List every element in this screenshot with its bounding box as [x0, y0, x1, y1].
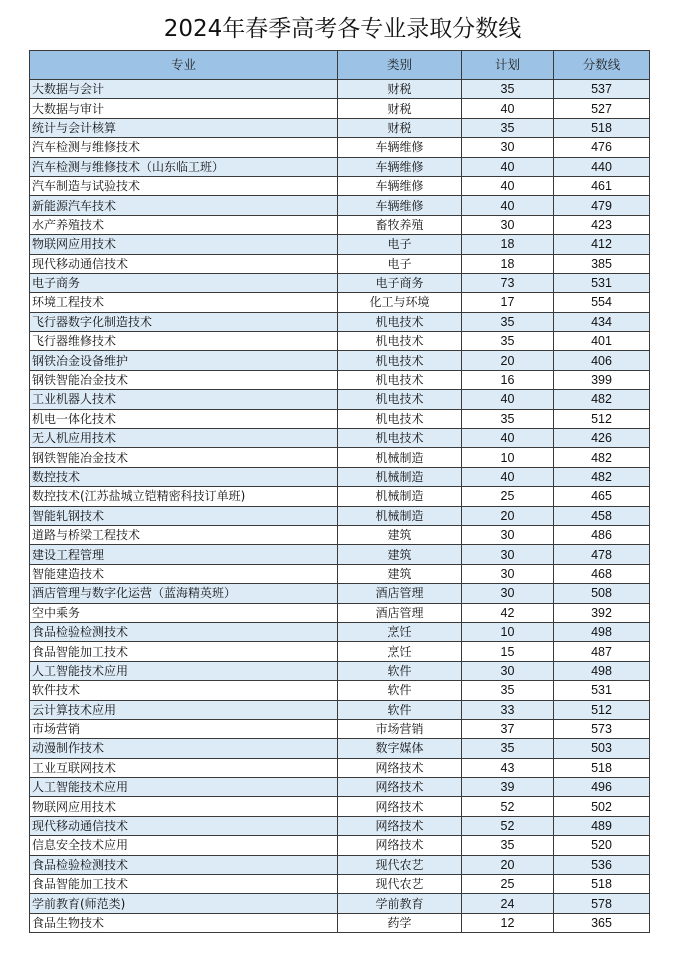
cell-score: 512: [554, 409, 650, 428]
cell-plan: 35: [462, 312, 554, 331]
cell-score: 502: [554, 797, 650, 816]
table-row: [30, 312, 650, 331]
cell-category: 机电技术: [338, 390, 462, 409]
cell-score: 440: [554, 157, 650, 176]
cell-category: 软件: [338, 681, 462, 700]
table-row: [30, 642, 650, 661]
cell-score: 458: [554, 506, 650, 525]
table-row: [30, 661, 650, 680]
cell-category: 药学: [338, 913, 462, 932]
cell-plan: 35: [462, 409, 554, 428]
cell-plan: 10: [462, 622, 554, 641]
cell-score: 465: [554, 487, 650, 506]
cell-category: 现代农艺: [338, 855, 462, 874]
cell-category: 电子: [338, 235, 462, 254]
cell-plan: 73: [462, 273, 554, 292]
cell-major: 飞行器数字化制造技术: [30, 312, 338, 331]
table-row: [30, 894, 650, 913]
cell-major: 大数据与会计: [30, 80, 338, 99]
cell-plan: 35: [462, 836, 554, 855]
cell-plan: 30: [462, 584, 554, 603]
cell-major: 汽车检测与维修技术（山东临工班）: [30, 157, 338, 176]
cell-score: 503: [554, 739, 650, 758]
cell-score: 365: [554, 913, 650, 932]
table-row: [30, 719, 650, 738]
cell-plan: 16: [462, 370, 554, 389]
cell-score: 487: [554, 642, 650, 661]
cell-score: 527: [554, 99, 650, 118]
cell-category: 机电技术: [338, 429, 462, 448]
cell-category: 车辆维修: [338, 138, 462, 157]
cell-category: 车辆维修: [338, 176, 462, 195]
cell-major: 道路与桥梁工程技术: [30, 525, 338, 544]
cell-category: 机电技术: [338, 370, 462, 389]
cell-score: 476: [554, 138, 650, 157]
cell-plan: 18: [462, 254, 554, 273]
cell-major: 飞行器维修技术: [30, 332, 338, 351]
cell-score: 518: [554, 118, 650, 137]
cell-major: 汽车检测与维修技术: [30, 138, 338, 157]
cell-major: 智能轧钢技术: [30, 506, 338, 525]
cell-category: 机电技术: [338, 332, 462, 351]
cell-category: 车辆维修: [338, 196, 462, 215]
cell-plan: 40: [462, 99, 554, 118]
cell-category: 财税: [338, 99, 462, 118]
cell-major: 市场营销: [30, 719, 338, 738]
cell-score: 426: [554, 429, 650, 448]
header-category: 类别: [338, 51, 462, 80]
table-header-row: [30, 51, 650, 80]
cell-category: 机电技术: [338, 351, 462, 370]
cell-plan: 33: [462, 700, 554, 719]
table-row: [30, 80, 650, 99]
cell-category: 财税: [338, 118, 462, 137]
cell-plan: 25: [462, 487, 554, 506]
cell-category: 现代农艺: [338, 875, 462, 894]
cell-category: 网络技术: [338, 758, 462, 777]
table-row: [30, 293, 650, 312]
cell-plan: 15: [462, 642, 554, 661]
table-row: [30, 855, 650, 874]
cell-score: 536: [554, 855, 650, 874]
cell-category: 机电技术: [338, 312, 462, 331]
cell-category: 机械制造: [338, 506, 462, 525]
cell-score: 482: [554, 390, 650, 409]
cell-plan: 10: [462, 448, 554, 467]
page-title: 2024年春季高考各专业录取分数线: [163, 16, 522, 42]
cell-plan: 20: [462, 506, 554, 525]
cell-score: 482: [554, 467, 650, 486]
cell-major: 数控技术(江苏盐城立铠精密科技订单班): [30, 487, 338, 506]
cell-category: 学前教育: [338, 894, 462, 913]
cell-plan: 25: [462, 875, 554, 894]
cell-plan: 30: [462, 545, 554, 564]
cell-score: 399: [554, 370, 650, 389]
cell-plan: 18: [462, 235, 554, 254]
cell-plan: 30: [462, 215, 554, 234]
cell-category: 机械制造: [338, 448, 462, 467]
cell-category: 数字媒体: [338, 739, 462, 758]
cell-category: 软件: [338, 661, 462, 680]
cell-plan: 52: [462, 797, 554, 816]
table-row: [30, 797, 650, 816]
cell-score: 392: [554, 603, 650, 622]
cell-score: 406: [554, 351, 650, 370]
table-row: [30, 913, 650, 932]
table-row: [30, 545, 650, 564]
cell-major: 酒店管理与数字化运营（蓝海精英班）: [30, 584, 338, 603]
cell-score: 434: [554, 312, 650, 331]
cell-score: 498: [554, 622, 650, 641]
table-row: [30, 836, 650, 855]
cell-score: 461: [554, 176, 650, 195]
cell-plan: 40: [462, 429, 554, 448]
table-row: [30, 273, 650, 292]
cell-score: 498: [554, 661, 650, 680]
cell-category: 网络技术: [338, 797, 462, 816]
table-row: [30, 564, 650, 583]
cell-major: 新能源汽车技术: [30, 196, 338, 215]
cell-major: 食品检验检测技术: [30, 855, 338, 874]
table-row: [30, 525, 650, 544]
cell-category: 烹饪: [338, 622, 462, 641]
cell-category: 网络技术: [338, 816, 462, 835]
cell-major: 物联网应用技术: [30, 797, 338, 816]
cell-plan: 20: [462, 855, 554, 874]
cell-category: 软件: [338, 700, 462, 719]
cell-plan: 42: [462, 603, 554, 622]
table-row: [30, 429, 650, 448]
cell-score: 479: [554, 196, 650, 215]
cell-major: 电子商务: [30, 273, 338, 292]
cell-category: 化工与环境: [338, 293, 462, 312]
cell-plan: 40: [462, 390, 554, 409]
cell-score: 573: [554, 719, 650, 738]
table-row: [30, 758, 650, 777]
cell-major: 人工智能技术应用: [30, 778, 338, 797]
cell-score: 482: [554, 448, 650, 467]
admission-scores-table: [29, 50, 650, 933]
cell-score: 537: [554, 80, 650, 99]
table-row: [30, 332, 650, 351]
cell-category: 市场营销: [338, 719, 462, 738]
cell-score: 518: [554, 875, 650, 894]
cell-major: 动漫制作技术: [30, 739, 338, 758]
cell-major: 汽车制造与试验技术: [30, 176, 338, 195]
cell-plan: 40: [462, 176, 554, 195]
cell-major: 现代移动通信技术: [30, 816, 338, 835]
table-row: [30, 390, 650, 409]
cell-score: 496: [554, 778, 650, 797]
table-row: [30, 254, 650, 273]
cell-category: 烹饪: [338, 642, 462, 661]
cell-plan: 40: [462, 467, 554, 486]
cell-category: 电子商务: [338, 273, 462, 292]
cell-score: 468: [554, 564, 650, 583]
cell-category: 机械制造: [338, 487, 462, 506]
cell-major: 人工智能技术应用: [30, 661, 338, 680]
table-row: [30, 487, 650, 506]
cell-category: 机械制造: [338, 467, 462, 486]
cell-category: 车辆维修: [338, 157, 462, 176]
table-row: [30, 99, 650, 118]
cell-score: 478: [554, 545, 650, 564]
cell-plan: 40: [462, 157, 554, 176]
table-body: [30, 80, 650, 933]
cell-major: 空中乘务: [30, 603, 338, 622]
cell-major: 大数据与审计: [30, 99, 338, 118]
cell-major: 水产养殖技术: [30, 215, 338, 234]
cell-score: 486: [554, 525, 650, 544]
table-row: [30, 176, 650, 195]
cell-major: 食品智能加工技术: [30, 875, 338, 894]
table-row: [30, 215, 650, 234]
cell-major: 云计算技术应用: [30, 700, 338, 719]
table-row: [30, 681, 650, 700]
cell-score: 554: [554, 293, 650, 312]
cell-major: 钢铁冶金设备维护: [30, 351, 338, 370]
cell-category: 建筑: [338, 564, 462, 583]
cell-major: 统计与会计核算: [30, 118, 338, 137]
table-row: [30, 739, 650, 758]
cell-major: 环境工程技术: [30, 293, 338, 312]
cell-major: 建设工程管理: [30, 545, 338, 564]
table-row: [30, 584, 650, 603]
cell-major: 工业互联网技术: [30, 758, 338, 777]
cell-major: 智能建造技术: [30, 564, 338, 583]
cell-score: 520: [554, 836, 650, 855]
cell-major: 物联网应用技术: [30, 235, 338, 254]
cell-plan: 30: [462, 525, 554, 544]
cell-major: 食品检验检测技术: [30, 622, 338, 641]
table-row: [30, 370, 650, 389]
cell-category: 机电技术: [338, 409, 462, 428]
cell-plan: 40: [462, 196, 554, 215]
cell-major: 软件技术: [30, 681, 338, 700]
cell-major: 现代移动通信技术: [30, 254, 338, 273]
cell-category: 电子: [338, 254, 462, 273]
table-row: [30, 157, 650, 176]
cell-score: 385: [554, 254, 650, 273]
cell-plan: 30: [462, 661, 554, 680]
table-row: [30, 409, 650, 428]
cell-category: 畜牧养殖: [338, 215, 462, 234]
cell-score: 578: [554, 894, 650, 913]
cell-major: 数控技术: [30, 467, 338, 486]
table-row: [30, 118, 650, 137]
table-row: [30, 196, 650, 215]
header-major: 专业: [30, 51, 338, 80]
header-score: 分数线: [554, 51, 650, 80]
table-row: [30, 448, 650, 467]
cell-plan: 39: [462, 778, 554, 797]
table-row: [30, 778, 650, 797]
cell-plan: 35: [462, 80, 554, 99]
cell-major: 机电一体化技术: [30, 409, 338, 428]
cell-plan: 35: [462, 118, 554, 137]
table-row: [30, 700, 650, 719]
cell-category: 网络技术: [338, 778, 462, 797]
cell-plan: 17: [462, 293, 554, 312]
cell-score: 423: [554, 215, 650, 234]
cell-category: 建筑: [338, 545, 462, 564]
table-row: [30, 603, 650, 622]
cell-plan: 35: [462, 681, 554, 700]
cell-major: 学前教育(师范类): [30, 894, 338, 913]
cell-plan: 30: [462, 564, 554, 583]
cell-major: 钢铁智能冶金技术: [30, 448, 338, 467]
cell-plan: 43: [462, 758, 554, 777]
table-row: [30, 467, 650, 486]
cell-score: 412: [554, 235, 650, 254]
cell-score: 518: [554, 758, 650, 777]
cell-category: 酒店管理: [338, 584, 462, 603]
table-row: [30, 622, 650, 641]
cell-plan: 24: [462, 894, 554, 913]
table-row: [30, 816, 650, 835]
cell-plan: 35: [462, 739, 554, 758]
cell-score: 512: [554, 700, 650, 719]
table-row: [30, 235, 650, 254]
cell-plan: 35: [462, 332, 554, 351]
cell-plan: 30: [462, 138, 554, 157]
cell-category: 网络技术: [338, 836, 462, 855]
cell-plan: 52: [462, 816, 554, 835]
cell-score: 489: [554, 816, 650, 835]
cell-plan: 37: [462, 719, 554, 738]
table-row: [30, 506, 650, 525]
cell-category: 酒店管理: [338, 603, 462, 622]
cell-score: 531: [554, 681, 650, 700]
cell-major: 无人机应用技术: [30, 429, 338, 448]
table-row: [30, 875, 650, 894]
header-plan: 计划: [462, 51, 554, 80]
cell-score: 508: [554, 584, 650, 603]
cell-category: 财税: [338, 80, 462, 99]
table-row: [30, 138, 650, 157]
cell-score: 531: [554, 273, 650, 292]
cell-major: 食品生物技术: [30, 913, 338, 932]
cell-plan: 20: [462, 351, 554, 370]
cell-major: 钢铁智能冶金技术: [30, 370, 338, 389]
cell-major: 食品智能加工技术: [30, 642, 338, 661]
cell-score: 401: [554, 332, 650, 351]
cell-major: 信息安全技术应用: [30, 836, 338, 855]
cell-major: 工业机器人技术: [30, 390, 338, 409]
cell-category: 建筑: [338, 525, 462, 544]
cell-plan: 12: [462, 913, 554, 932]
table-row: [30, 351, 650, 370]
